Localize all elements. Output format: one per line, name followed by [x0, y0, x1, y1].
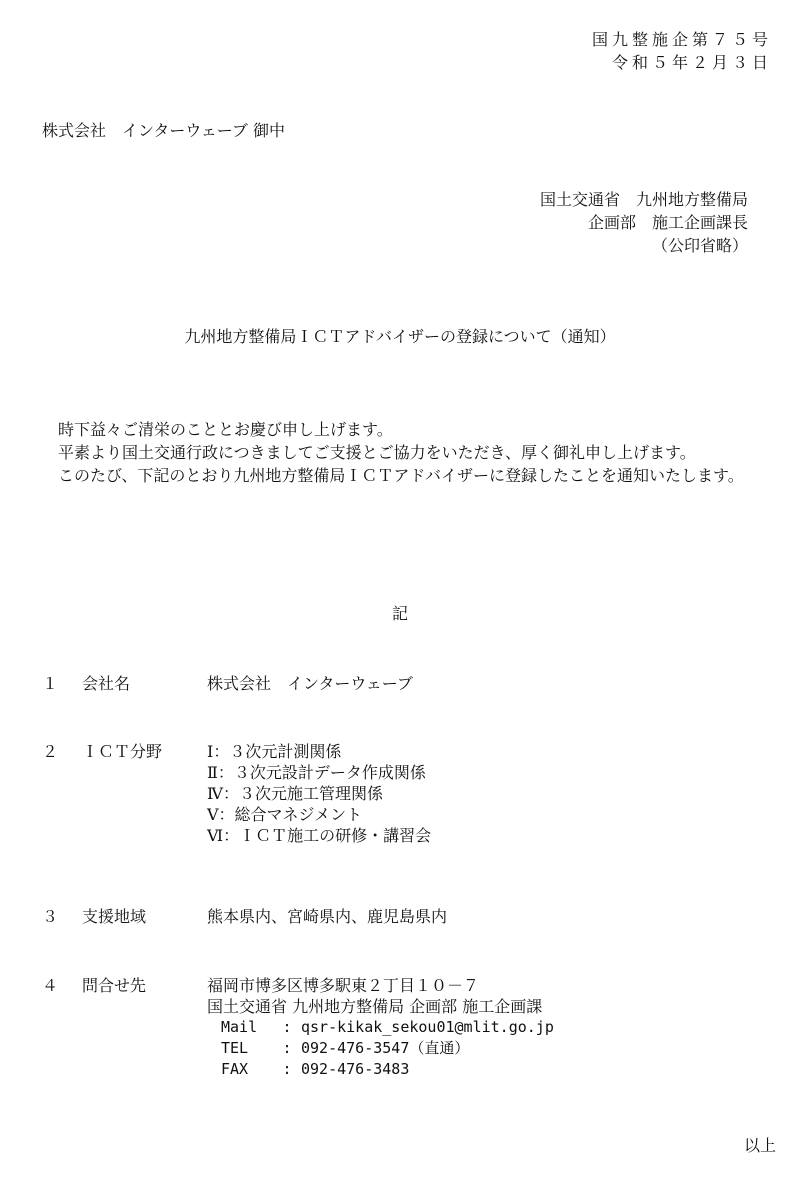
contact-tel-row — [221, 1038, 554, 1059]
contact-fax: 092-476-3483 — [301, 1060, 410, 1078]
ict-field-item: Ⅴ：総合マネジメント — [207, 805, 363, 824]
body-text — [42, 418, 782, 487]
item-label: 会社名 — [82, 674, 131, 693]
colon: : — [282, 1018, 292, 1036]
contact-email: qsr-kikak_sekou01@mlit.go.jp — [301, 1018, 554, 1036]
contact-block — [207, 975, 554, 1080]
ki-heading: 記 — [391, 604, 408, 623]
item-label: 支援地域 — [82, 907, 147, 926]
body-paragraph-greeting: 時下益々ご清栄のこととお慶び申し上げます。 — [42, 420, 393, 439]
sender-org: 国土交通省 九州地方整備局 — [539, 190, 748, 209]
ict-field-item: Ⅰ：３次元計測関係 — [207, 742, 342, 761]
item-number: ３ — [42, 907, 59, 926]
body-paragraph-notice: このたび、下記のとおり九州地方整備局ＩＣＴアドバイザーに登録したことを通知いたします。 — [42, 466, 744, 485]
document-reference — [592, 28, 772, 74]
item-number: ４ — [42, 976, 59, 995]
item-label: ＩＣＴ分野 — [82, 742, 163, 761]
item-ict-label — [42, 741, 162, 763]
item-company-value: 株式会社 インターウェーブ — [207, 674, 413, 693]
ict-field-list — [207, 741, 431, 846]
addressee: 株式会社 インターウェーブ 御中 — [42, 121, 286, 140]
sender-title: 企画部 施工企画課長 — [587, 213, 748, 232]
item-number: １ — [42, 674, 59, 693]
contact-fax-row — [221, 1059, 554, 1080]
body-paragraph-thanks: 平素より国土交通行政につきましてご支援とご協力をいただき、厚く御礼申し上げます。 — [42, 443, 696, 462]
item-region-value: 熊本県内、宮崎県内、鹿児島県内 — [207, 907, 448, 926]
contact-tel: 092-476-3547（直通） — [301, 1039, 470, 1057]
ict-field-item: Ⅳ：３次元施工管理関係 — [207, 784, 383, 803]
tel-label: TEL — [221, 1039, 249, 1057]
contact-office: 国土交通省 九州地方整備局 企画部 施工企画課 — [207, 997, 543, 1016]
ref-number: 国九整施企第７５号 — [591, 30, 772, 49]
issue-date: 令和５年２月３日 — [611, 53, 772, 72]
item-contact-label — [42, 975, 146, 997]
ict-field-item: Ⅵ：ＩＣＴ施工の研修・講習会 — [207, 826, 432, 845]
ict-field-item: Ⅱ：３次元設計データ作成関係 — [207, 763, 426, 782]
item-region-label — [42, 906, 146, 928]
item-company-label — [42, 673, 130, 695]
colon: : — [282, 1039, 292, 1057]
colon: : — [282, 1060, 292, 1078]
closing-mark: 以上 — [743, 1136, 776, 1155]
sender-block — [540, 188, 748, 257]
seal-omitted-note: （公印省略） — [651, 236, 748, 255]
contact-address: 福岡市博多区博多駅東２丁目１０－７ — [207, 976, 480, 995]
contact-mail-row — [221, 1017, 554, 1038]
fax-label: FAX — [221, 1060, 249, 1078]
item-number: ２ — [42, 742, 59, 761]
mail-label: Mail — [221, 1018, 258, 1036]
document-subject: 九州地方整備局ＩＣＴアドバイザーの登録について（通知） — [184, 327, 616, 346]
item-label: 問合せ先 — [82, 976, 147, 995]
